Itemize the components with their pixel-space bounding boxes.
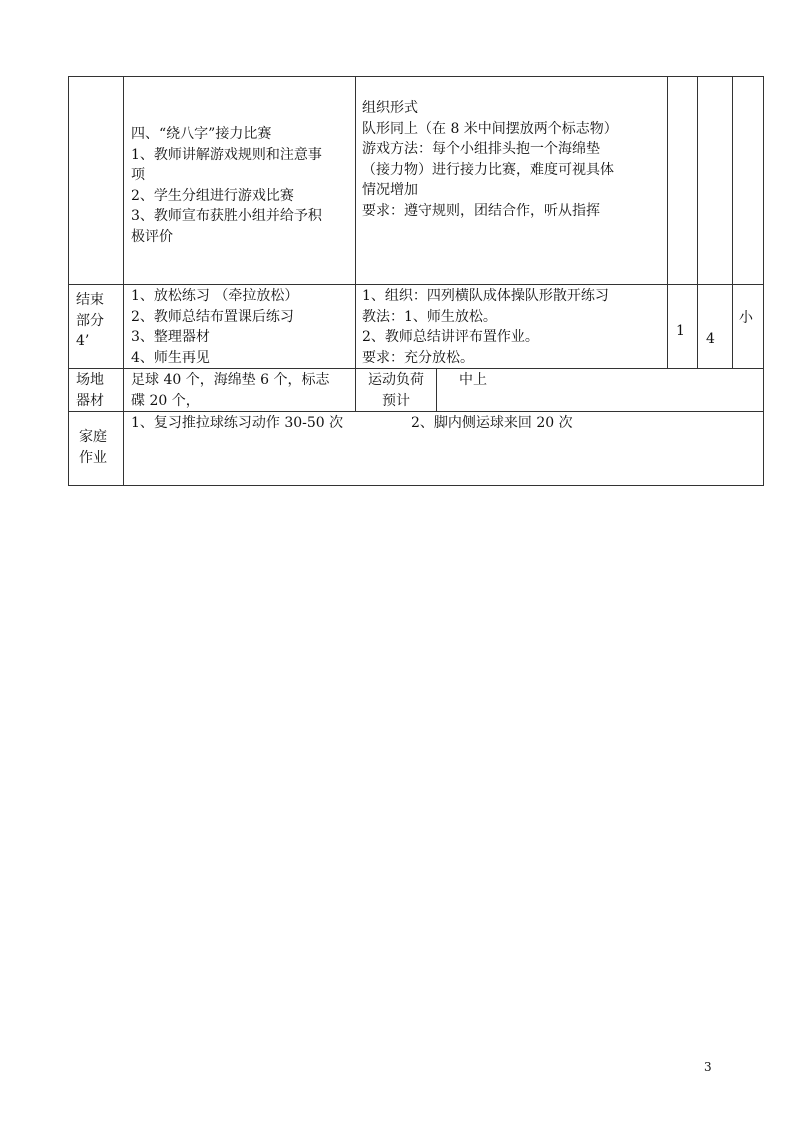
equipment-label <box>76 370 104 411</box>
column-divider <box>355 76 356 411</box>
homework-item: 2、脚内侧运球来回 20 次 <box>411 415 573 431</box>
column-divider <box>667 76 668 368</box>
content-line: 3、整理器材 <box>131 329 210 345</box>
column-divider <box>732 76 733 368</box>
organization-line: 1、组织：四列横队成体操队形散开练习 <box>362 288 609 304</box>
game-content-cell <box>131 124 322 247</box>
value-line: 碟 20 个， <box>131 392 200 409</box>
content-line: 3、教师宣布获胜小组并给予积 <box>131 208 322 224</box>
row-divider <box>68 284 764 285</box>
table-border-bottom <box>68 485 764 486</box>
end-times-value: 1 <box>676 323 685 339</box>
table-border-right <box>763 76 764 486</box>
organization-line: 情况增加 <box>362 182 418 198</box>
organization-line: 教法：1、师生放松。 <box>362 308 497 325</box>
table-border-left <box>68 76 69 486</box>
section-label-line: 4’ <box>76 333 90 349</box>
load-label <box>356 370 436 411</box>
organization-line: 游戏方法：每个小组排头抱一个海绵垫 <box>362 141 600 157</box>
organization-line: 队形同上（在 8 米中间摆放两个标志物） <box>362 120 618 137</box>
section-label-line: 结束 <box>76 292 104 308</box>
content-line: 四、“绕八字”接力比赛 <box>131 126 272 142</box>
organization-line: 2、教师总结讲评布置作业。 <box>362 329 539 345</box>
page-number: 3 <box>704 1060 712 1074</box>
content-line: 2、学生分组进行游戏比赛 <box>131 187 294 204</box>
game-organization-cell <box>362 98 618 221</box>
organization-line: 要求：遵守规则，团结合作，听从指挥 <box>362 202 600 219</box>
row-divider <box>68 368 764 369</box>
end-content-cell <box>131 286 298 368</box>
column-divider <box>123 76 124 486</box>
value-line: 足球 40 个，海绵垫 6 个，标志 <box>131 372 330 388</box>
end-intensity-value: 小 <box>739 310 753 326</box>
content-line: 项 <box>131 167 145 183</box>
content-line: 极评价 <box>131 228 173 245</box>
homework-label <box>79 427 107 468</box>
label-line: 运动负荷 <box>368 372 424 388</box>
table-border-top <box>68 76 764 77</box>
organization-line: 组织形式 <box>362 100 418 116</box>
label-line: 预计 <box>382 392 410 409</box>
organization-line: 要求：充分放松。 <box>362 349 474 366</box>
end-section-label <box>76 290 104 352</box>
content-line: 1、教师讲解游戏规则和注意事 <box>131 146 322 163</box>
homework-item: 1、复习推拉球练习动作 30-50 次 <box>131 415 344 431</box>
content-line: 2、教师总结布置课后练习 <box>131 308 294 325</box>
section-label-line: 部分 <box>76 312 104 329</box>
organization-line: （接力物）进行接力比赛，难度可视具体 <box>362 161 614 178</box>
end-organization-cell <box>362 286 609 368</box>
load-value: 中上 <box>459 372 487 388</box>
content-line: 1、放松练习 （牵拉放松） <box>131 288 299 304</box>
column-divider <box>436 368 437 411</box>
label-line: 家庭 <box>79 429 107 445</box>
label-line: 器材 <box>76 392 104 409</box>
row-divider <box>68 411 764 412</box>
column-divider <box>697 76 698 368</box>
equipment-value <box>131 370 330 411</box>
content-line: 4、师生再见 <box>131 349 210 366</box>
end-minutes-value: 4 <box>706 331 715 347</box>
label-line: 作业 <box>79 449 107 466</box>
label-line: 场地 <box>76 372 104 388</box>
